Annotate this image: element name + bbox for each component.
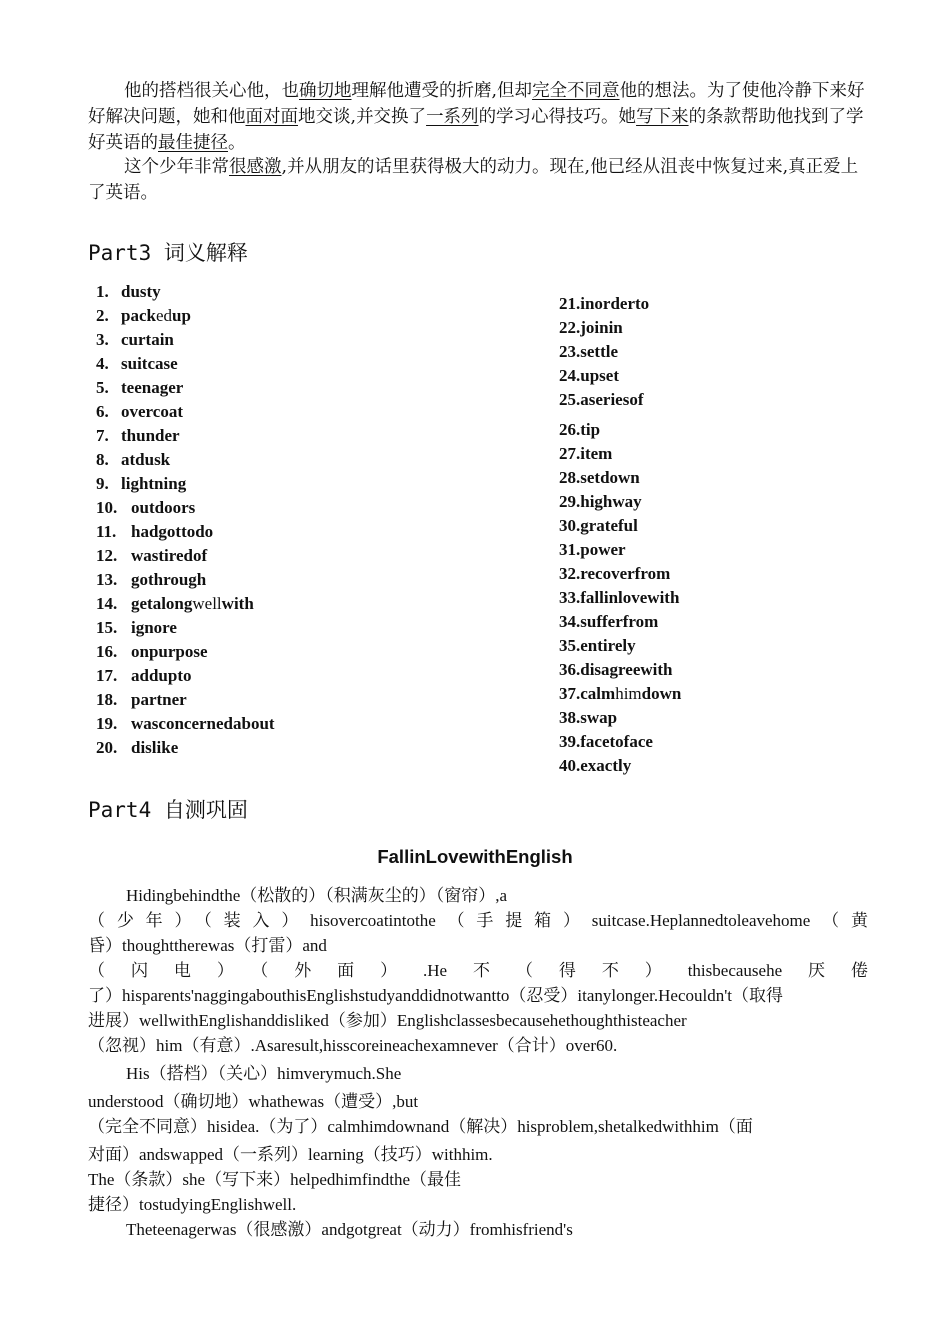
vocab-term: outdoors bbox=[131, 498, 196, 517]
vocab-number: 20. bbox=[96, 738, 118, 757]
vocab-term: pack bbox=[121, 306, 156, 325]
vocab-term: partner bbox=[131, 690, 187, 709]
vocab-term: addupto bbox=[131, 666, 192, 685]
exercise-line-4: （闪电）（外面）.He不（得不）thisbecausehe厌倦 bbox=[88, 961, 868, 980]
vocab-item bbox=[96, 496, 275, 520]
vocab-item bbox=[559, 418, 600, 442]
vocab-number: 18. bbox=[96, 690, 118, 709]
vocab-term: dusty bbox=[121, 282, 161, 301]
vocab-item bbox=[559, 388, 644, 412]
vocab-term: well bbox=[192, 594, 222, 613]
vocab-item bbox=[559, 316, 623, 340]
vocab-term: 39.facetoface bbox=[559, 732, 653, 751]
vocab-term: ignore bbox=[131, 618, 177, 637]
exercise-line-3: 昏）thoughttherewas（打雷）and bbox=[88, 936, 327, 955]
vocab-item bbox=[559, 340, 618, 364]
vocab-item bbox=[96, 352, 275, 376]
vocab-item bbox=[96, 592, 275, 616]
vocab-item bbox=[559, 730, 653, 754]
vocab-term: teenager bbox=[121, 378, 184, 397]
vocab-term: hadgottodo bbox=[131, 522, 214, 541]
vocab-item bbox=[559, 538, 626, 562]
vocab-item bbox=[96, 712, 275, 736]
vocab-number: 15. bbox=[96, 618, 118, 637]
vocab-item bbox=[559, 442, 612, 466]
vocab-item bbox=[96, 472, 275, 496]
vocab-number: 16. bbox=[96, 642, 118, 661]
vocab-term: 23.settle bbox=[559, 342, 619, 361]
vocab-item bbox=[96, 400, 275, 424]
vocab-term: curtain bbox=[121, 330, 174, 349]
vocab-term: suitcase bbox=[121, 354, 178, 373]
vocab-item bbox=[96, 616, 275, 640]
vocab-term: 25.aseriesof bbox=[559, 390, 644, 409]
vocab-term: onpurpose bbox=[131, 642, 208, 661]
vocab-term: down bbox=[641, 684, 682, 703]
vocab-item bbox=[559, 754, 631, 778]
vocab-list-left bbox=[96, 280, 275, 760]
vocab-term: 24.upset bbox=[559, 366, 619, 385]
vocab-item bbox=[96, 328, 275, 352]
exercise-line-6: 进展）wellwithEnglishanddisliked（参加）Englishclassesbecausehethoughthisteacher bbox=[88, 1011, 687, 1030]
vocab-term: getalong bbox=[131, 594, 193, 613]
underlined-phrase: 面对面 bbox=[245, 107, 298, 127]
text-segment: 他的想法。为了使他冷静下来好好解决问题，她和他 bbox=[88, 81, 865, 127]
exercise-line-2: （少年）（装入）hisovercoatintothe（手提箱）suitcase.Heplannedtoleavehome（黄 bbox=[88, 911, 868, 930]
text-segment: 这个少年非常 bbox=[124, 157, 229, 177]
exercise-line-9: understood（确切地）whathewas（遭受）,but bbox=[88, 1092, 419, 1111]
vocab-term: 27.item bbox=[559, 444, 613, 463]
vocab-term: wasconcernedabout bbox=[131, 714, 275, 733]
vocab-number: 6. bbox=[96, 402, 109, 421]
vocab-term: overcoat bbox=[121, 402, 183, 421]
vocab-item bbox=[96, 664, 275, 688]
vocab-term: thunder bbox=[121, 426, 180, 445]
exercise-line-10: （完全不同意）hisidea.（为了）calmhimdownand（解决）hisproblem,shetalkedwithhim（面 bbox=[88, 1117, 753, 1136]
exercise-line-14: Theteenagerwas（很感激）andgotgreat（动力）fromhisfriend's bbox=[126, 1220, 573, 1239]
vocab-term: atdusk bbox=[121, 450, 171, 469]
vocab-item bbox=[559, 292, 649, 316]
text-segment: 的条款帮助他找到了学好英语的 bbox=[88, 107, 864, 153]
vocab-number: 5. bbox=[96, 378, 109, 397]
exercise-line-1: Hidingbehindthe（松散的）（积满灰尘的）（窗帘）,a bbox=[126, 886, 508, 905]
underlined-phrase: 完全不同意 bbox=[532, 81, 620, 101]
vocab-item bbox=[96, 376, 275, 400]
vocab-number: 2. bbox=[96, 306, 109, 325]
vocab-term: lightning bbox=[121, 474, 187, 493]
vocab-number: 4. bbox=[96, 354, 109, 373]
vocab-number: 11. bbox=[96, 522, 117, 541]
vocab-term: 37.calm bbox=[559, 684, 616, 703]
vocab-item bbox=[559, 658, 673, 682]
vocab-item bbox=[96, 424, 275, 448]
vocab-item bbox=[559, 682, 681, 706]
vocab-number: 14. bbox=[96, 594, 118, 613]
text-segment: ,并从朋友的话里获得极大的动力。现在,他已经从沮丧中恢复过来,真正爱上了英语。 bbox=[88, 157, 859, 203]
vocab-term: gothrough bbox=[131, 570, 207, 589]
vocab-term: 22.joinin bbox=[559, 318, 623, 337]
vocab-number: 9. bbox=[96, 474, 109, 493]
underlined-phrase: 确切地 bbox=[299, 81, 352, 101]
vocab-term: wastiredof bbox=[131, 546, 208, 565]
vocab-item bbox=[559, 610, 658, 634]
vocab-item bbox=[559, 514, 638, 538]
vocab-item bbox=[559, 490, 642, 514]
part3-heading: Part3 词义解释 bbox=[88, 241, 248, 265]
vocab-item bbox=[96, 640, 275, 664]
vocab-number: 17. bbox=[96, 666, 118, 685]
vocab-number: 13. bbox=[96, 570, 118, 589]
vocab-term: 34.sufferfrom bbox=[559, 612, 659, 631]
underlined-phrase: 最佳捷径 bbox=[158, 133, 228, 153]
vocab-term: 30.grateful bbox=[559, 516, 638, 535]
vocab-item bbox=[96, 568, 275, 592]
vocab-item bbox=[96, 448, 275, 472]
vocab-term: 26.tip bbox=[559, 420, 601, 439]
exercise-title: FallinLovewithEnglish bbox=[377, 846, 573, 867]
exercise-line-12: The（条款）she（写下来）helpedhimfindthe（最佳 bbox=[88, 1170, 462, 1189]
vocab-term: dislike bbox=[131, 738, 179, 757]
vocab-item bbox=[96, 520, 275, 544]
text-segment: 。 bbox=[228, 133, 246, 153]
text-segment: 的学习心得技巧。她 bbox=[478, 107, 637, 127]
vocab-term: 28.setdown bbox=[559, 468, 640, 487]
vocab-term: 31.power bbox=[559, 540, 626, 559]
vocab-item bbox=[96, 544, 275, 568]
text-segment: 地交谈,并交换了 bbox=[298, 107, 427, 127]
underlined-phrase: 一系列 bbox=[426, 107, 479, 127]
vocab-term: up bbox=[172, 306, 191, 325]
vocab-term: 40.exactly bbox=[559, 756, 632, 775]
part4-heading: Part4 自测巩固 bbox=[88, 798, 248, 822]
vocab-number: 3. bbox=[96, 330, 109, 349]
vocab-term: ed bbox=[155, 306, 173, 325]
exercise-line-11: 对面）andswapped（一系列）learning（技巧）withhim. bbox=[88, 1145, 493, 1164]
vocab-term: 36.disagreewith bbox=[559, 660, 673, 679]
text-segment: 理解他遭受的折磨,但却 bbox=[351, 81, 533, 101]
vocab-number: 8. bbox=[96, 450, 109, 469]
text-segment: 他的搭档很关心他，也 bbox=[124, 81, 299, 101]
vocab-term: 35.entirely bbox=[559, 636, 636, 655]
vocab-term: with bbox=[221, 594, 254, 613]
vocab-item bbox=[559, 634, 636, 658]
vocab-item bbox=[559, 364, 619, 388]
vocab-number: 1. bbox=[96, 282, 109, 301]
vocab-item bbox=[96, 280, 275, 304]
vocab-item bbox=[559, 466, 640, 490]
vocab-item bbox=[559, 586, 679, 610]
vocab-item bbox=[96, 736, 275, 760]
vocab-number: 10. bbox=[96, 498, 118, 517]
vocab-number: 7. bbox=[96, 426, 109, 445]
vocab-term: 33.fallinlovewith bbox=[559, 588, 680, 607]
story-paragraph-2 bbox=[88, 154, 868, 206]
underlined-phrase: 很感激 bbox=[229, 157, 282, 177]
vocab-term: 29.highway bbox=[559, 492, 642, 511]
exercise-line-5: 了）hisparents'naggingabouthisEnglishstudyanddidnotwantto（忍受）itanylonger.Hecouldn't（取得 bbox=[88, 986, 784, 1005]
vocab-term: 21.inorderto bbox=[559, 294, 650, 313]
vocab-term: 38.swap bbox=[559, 708, 618, 727]
underlined-phrase: 写下来 bbox=[636, 107, 689, 127]
exercise-line-8: His（搭档）（关心）himverymuch.She bbox=[126, 1064, 402, 1083]
vocab-number: 12. bbox=[96, 546, 118, 565]
vocab-item bbox=[559, 562, 670, 586]
vocab-item bbox=[96, 304, 275, 328]
exercise-line-13: 捷径）tostudyingEnglishwell. bbox=[88, 1195, 297, 1214]
vocab-item bbox=[96, 688, 275, 712]
vocab-term: him bbox=[615, 684, 642, 703]
vocab-number: 19. bbox=[96, 714, 118, 733]
vocab-item bbox=[559, 706, 617, 730]
exercise-line-7: （忽视）him（有意）.Asaresult,hisscoreineachexamnever（合计）over60. bbox=[88, 1036, 618, 1055]
vocab-term: 32.recoverfrom bbox=[559, 564, 671, 583]
story-paragraph-1 bbox=[88, 78, 868, 156]
